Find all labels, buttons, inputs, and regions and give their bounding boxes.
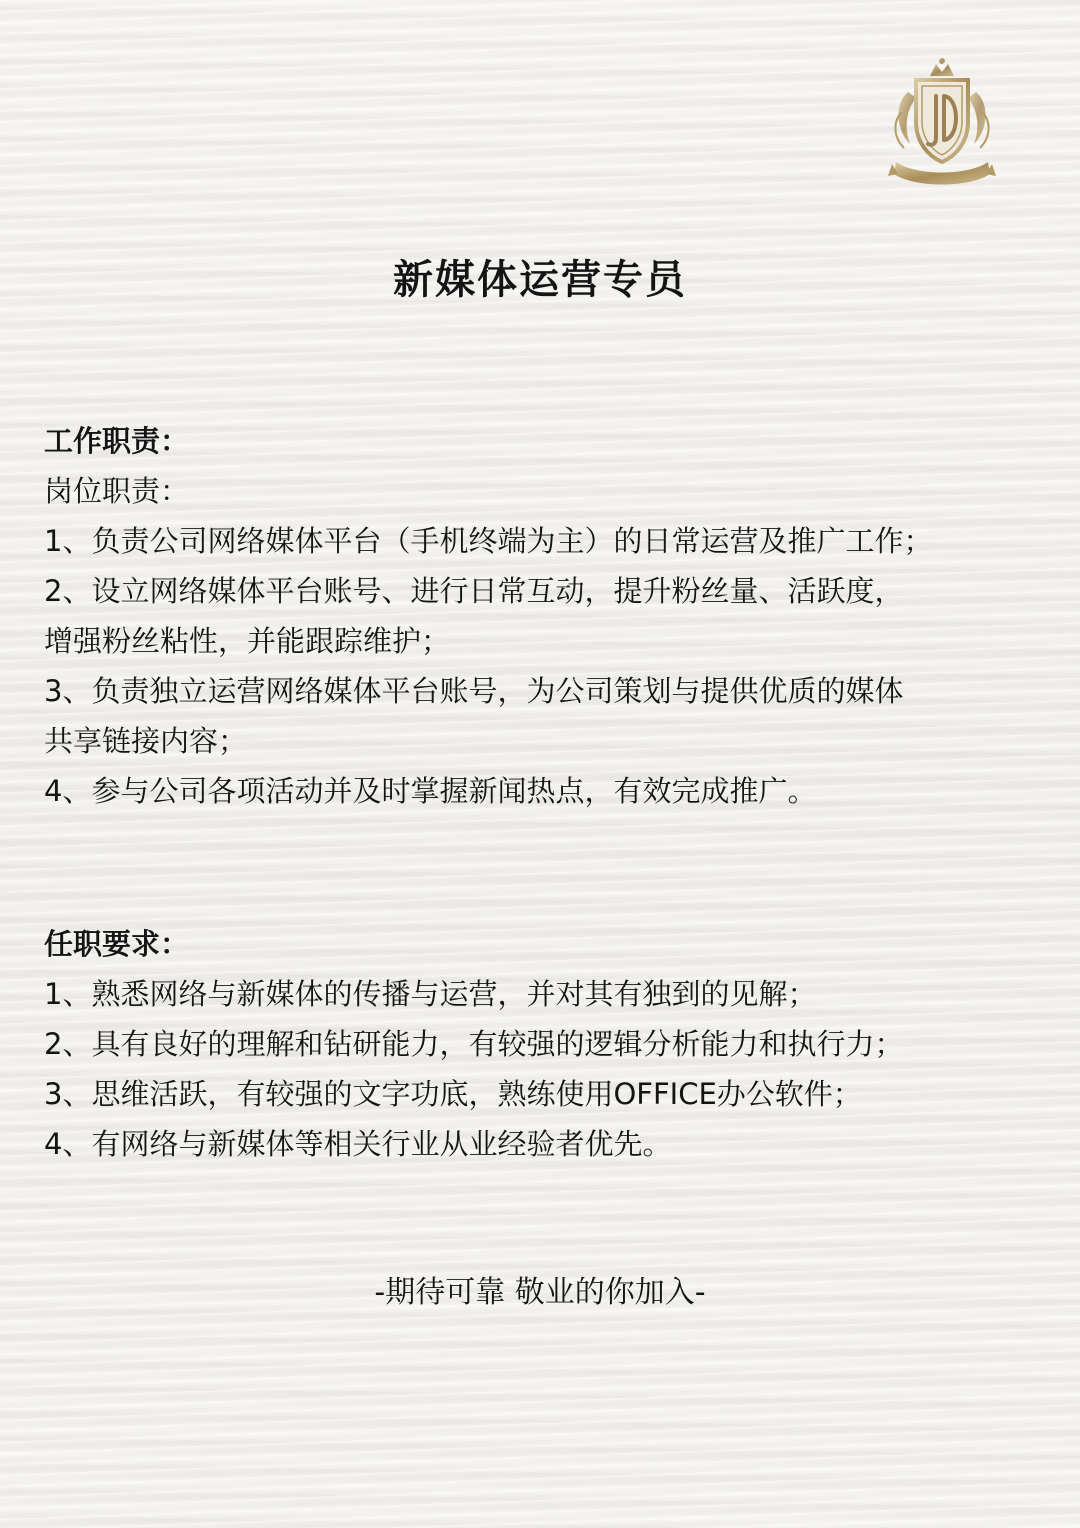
duties-heading: 工作职责：	[44, 424, 190, 458]
duties-line: 1、负责公司网络媒体平台（手机终端为主）的日常运营及推广工作；	[44, 524, 933, 558]
requirements-line: 4、有网络与新媒体等相关行业从业经验者优先。	[44, 1127, 672, 1161]
crest-icon	[886, 52, 998, 192]
duties-section	[44, 416, 1054, 816]
company-crest-logo	[886, 52, 998, 192]
duties-line: 4、参与公司各项活动并及时掌握新闻热点，有效完成推广。	[44, 774, 817, 808]
page-title: 新媒体运营专员	[393, 257, 687, 303]
requirements-line: 1、熟悉网络与新媒体的传播与运营，并对其有独到的见解；	[44, 977, 817, 1011]
requirements-section	[44, 919, 1054, 1169]
requirements-line: 2、具有良好的理解和钻研能力，有较强的逻辑分析能力和执行力；	[44, 1027, 904, 1061]
duties-line: 岗位职责：	[44, 474, 190, 508]
duties-line: 共享链接内容；	[44, 724, 248, 758]
requirements-line: 3、思维活跃，有较强的文字功底，熟练使用OFFICE办公软件；	[44, 1077, 862, 1111]
duties-line: 3、负责独立运营网络媒体平台账号，为公司策划与提供优质的媒体	[44, 674, 904, 708]
requirements-heading: 任职要求：	[44, 927, 190, 961]
duties-line: 增强粉丝粘性，并能跟踪维护；	[44, 624, 451, 658]
duties-line: 2、设立网络媒体平台账号、进行日常互动，提升粉丝量、活跃度，	[44, 574, 904, 608]
closing-slogan: -期待可靠 敬业的你加入-	[374, 1275, 706, 1310]
